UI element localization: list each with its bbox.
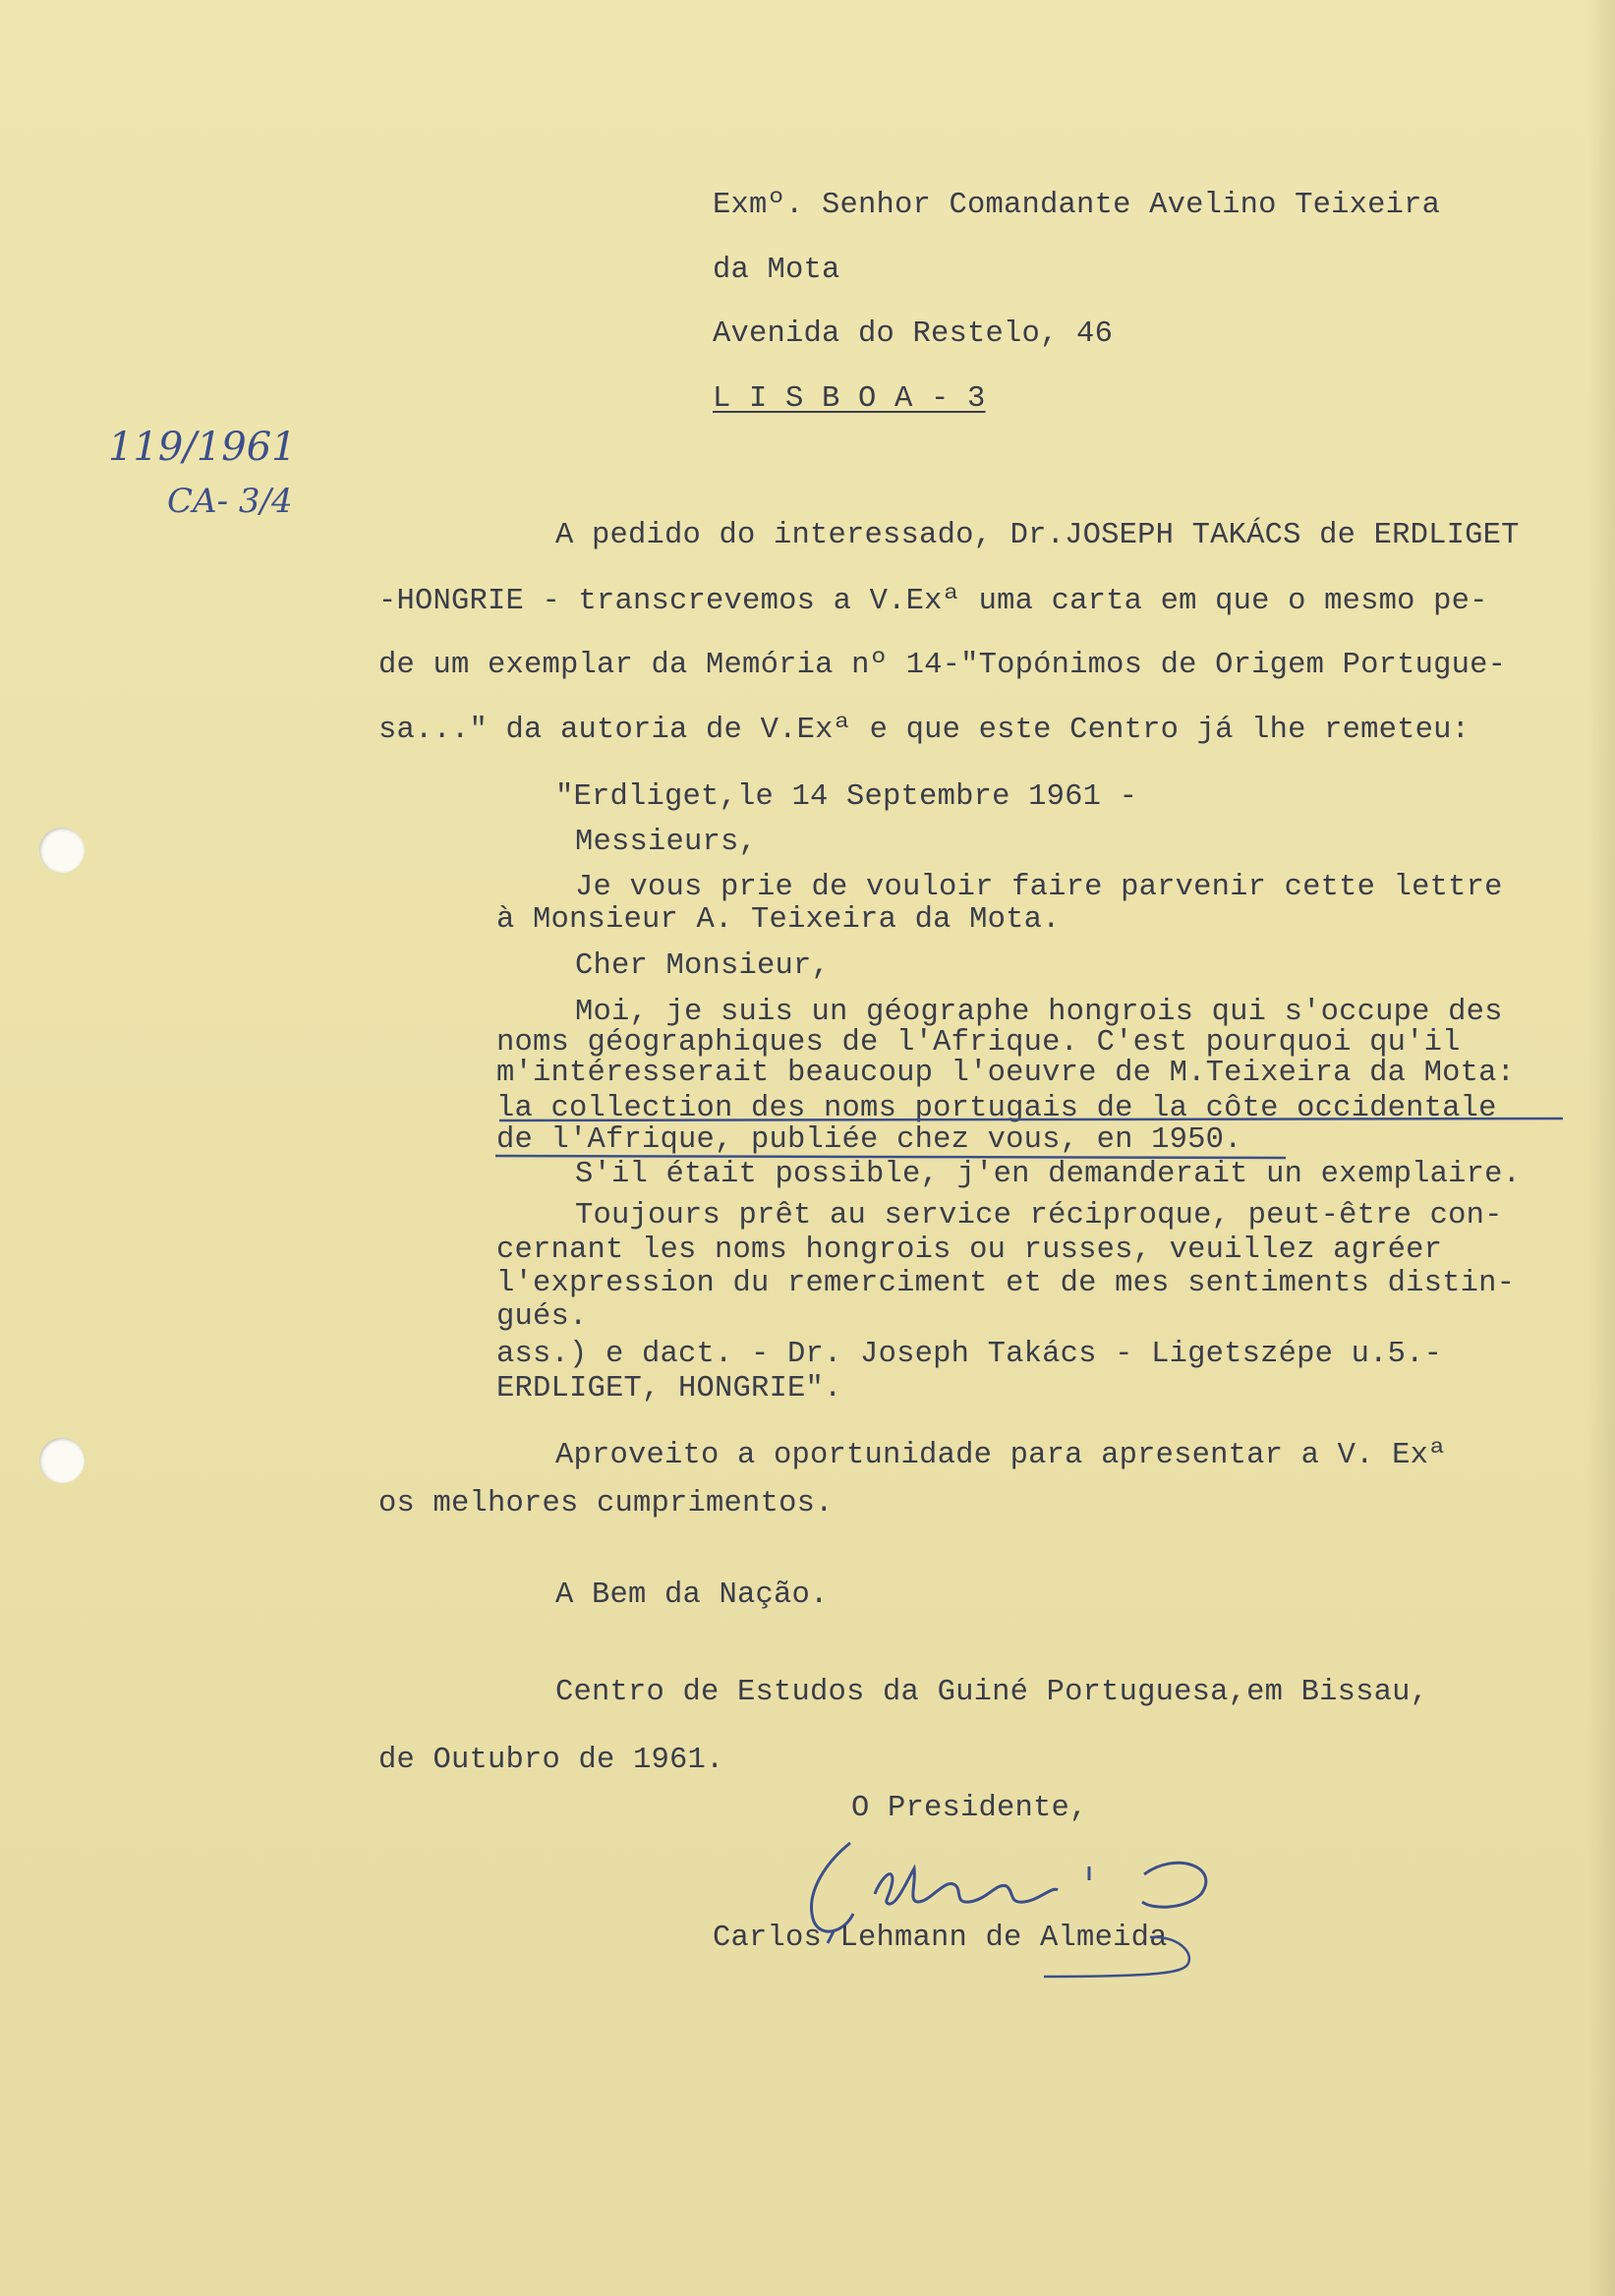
page-edge-shadow — [1587, 0, 1615, 2296]
quote-p4-line-4: gués. — [496, 1300, 588, 1334]
quote-signoff-line-1: ass.) e dact. - Dr. Joseph Takács - Ligetszépe u.5.- — [496, 1338, 1443, 1371]
quote-salutation-1: Messieurs, — [575, 826, 758, 859]
quote-p4-line-1: Toujours prêt au service réciproque, peut-être con- — [575, 1199, 1503, 1233]
intro-line-2: -HONGRIE - transcrevemos a V.Exª uma carta em que o mesmo pe- — [378, 585, 1488, 618]
quote-p1-line-2: à Monsieur A. Teixeira da Mota. — [496, 903, 1061, 937]
closing-line-1: Aproveito a oportunidade para apresentar a V. Exª — [555, 1439, 1447, 1472]
quote-p4-line-3: l'expression du remerciment et de mes sentiments distin- — [496, 1267, 1516, 1300]
quote-p2-line-5: de l'Afrique, publiée chez vous, en 1950. — [496, 1123, 1242, 1157]
signatory-role: O Presidente, — [851, 1792, 1088, 1825]
quote-signoff-line-2: ERDLIGET, HONGRIE". — [496, 1372, 842, 1406]
quote-dateline: "Erdliget,le 14 Septembre 1961 - — [555, 780, 1138, 814]
quote-p2-line-4: la collection des noms portugais de la côte occidentale — [496, 1092, 1497, 1125]
closing-line-2: os melhores cumprimentos. — [378, 1487, 834, 1521]
address-city: L I S B O A - 3 — [713, 382, 986, 416]
quote-p2-line-3: m'intéresserait beaucoup l'oeuvre de M.Teixeira da Mota: — [496, 1057, 1516, 1090]
margin-ref-number: 119/1961 — [108, 425, 297, 470]
quote-p3: S'il était possible, j'en demanderait un exemplaire. — [575, 1158, 1522, 1191]
address-line-1: Exmº. Senhor Comandante Avelino Teixeira — [713, 189, 1441, 222]
punch-hole-bottom — [39, 1438, 85, 1483]
intro-line-3: de um exemplar da Memória nº 14-"Topónimos de Origem Portugue- — [378, 649, 1507, 682]
sender-place: Centro de Estudos da Guiné Portuguesa,em Bissau, — [555, 1676, 1429, 1709]
quote-p2-line-2: noms géographiques de l'Afrique. C'est pourquoi qu'il — [496, 1026, 1461, 1060]
intro-line-4: sa..." da autoria de V.Exª e que este Centro já lhe remeteu: — [378, 714, 1471, 747]
letter-date: de Outubro de 1961. — [378, 1744, 724, 1777]
intro-line-1: A pedido do interessado, Dr.JOSEPH TAKÁCS de ERDLIGET — [555, 519, 1520, 552]
quote-salutation-2: Cher Monsieur, — [575, 949, 831, 983]
quote-p2-line-1: Moi, je suis un géographe hongrois qui s'occupe des — [575, 996, 1503, 1029]
address-line-2: da Mota — [713, 254, 840, 287]
signature-flourish — [1040, 1931, 1217, 1980]
margin-ref-code: CA- 3/4 — [167, 482, 293, 521]
signatory-name: Carlos Lehmann de Almeida — [713, 1922, 1168, 1955]
quote-p1-line-1: Je vous prie de vouloir faire parvenir cette lettre — [575, 871, 1503, 904]
punch-hole-top — [39, 828, 85, 873]
quote-p4-line-2: cernant les noms hongrois ou russes, veuillez agréer — [496, 1234, 1443, 1267]
address-line-3: Avenida do Restelo, 46 — [713, 317, 1114, 351]
closing-motto: A Bem da Nação. — [555, 1578, 829, 1612]
